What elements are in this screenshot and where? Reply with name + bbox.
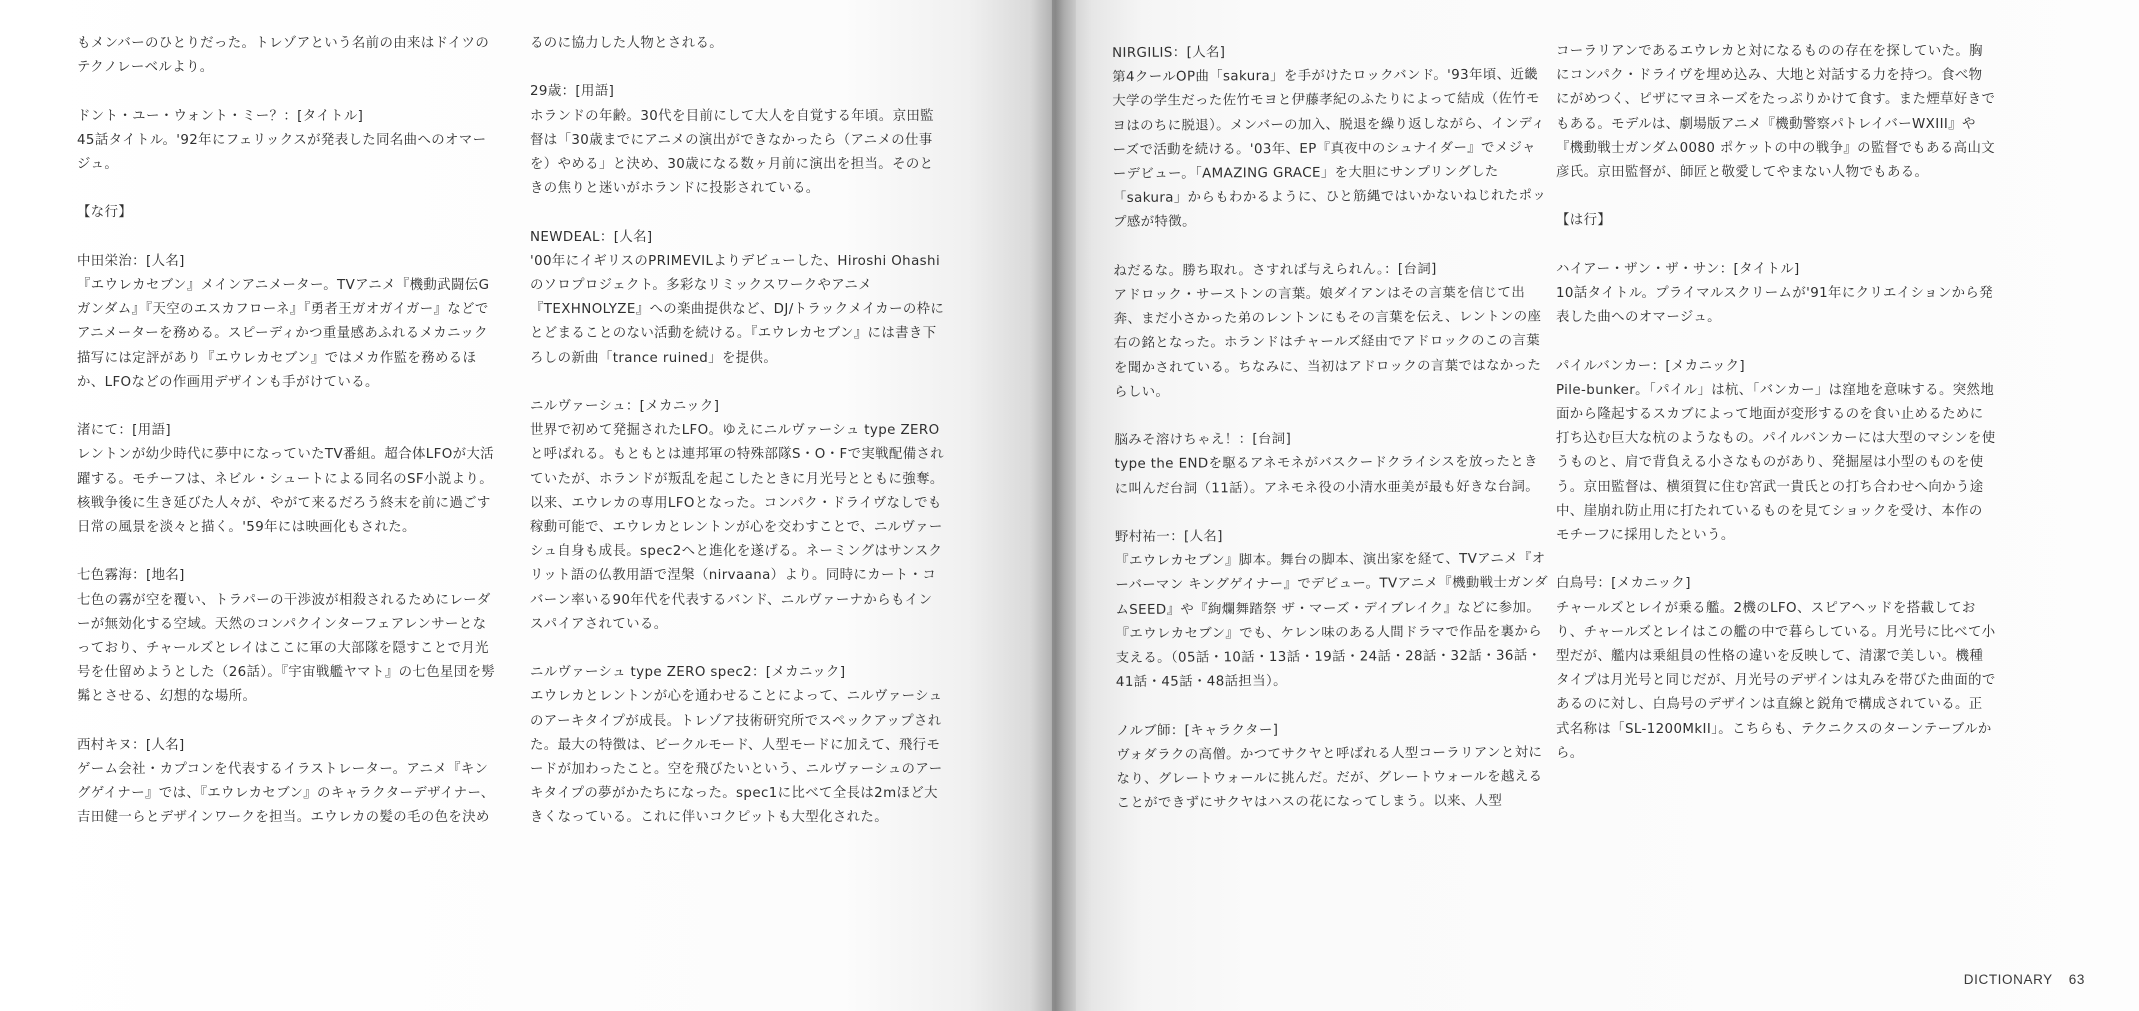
entry-heading: ハイアー・ザン・ザ・サン：[タイトル] [1556, 261, 1800, 277]
page-folio [1964, 972, 2085, 987]
entry-body: アドロック・サーストンの言葉。娘ダイアンはその言葉を信じて出奔、まだ小さかった弟のレントンにもその言葉を伝え、レントンの座右の銘となった。ホランドはチャールズ経由でアドロックのこの言葉を聞かされている。ちなみに、当初はアドロックの言葉ではなかったらしい。 [1113, 285, 1542, 400]
section-heading: 【は行】 [1556, 213, 1612, 229]
section-heading: 【な行】 [77, 205, 133, 221]
dictionary-entry [530, 226, 945, 371]
dictionary-entry [1114, 427, 1549, 502]
entry-heading: ドント・ユー・ウォント・ミー？：[タイトル] [77, 108, 364, 124]
dictionary-entry [530, 32, 945, 56]
text-column-1 [77, 32, 497, 855]
dictionary-entry [1113, 257, 1549, 405]
entry-body: type the ENDを駆るアネモネがバスクードクライシスを放ったときに叫んだ台詞（11話）。アネモネ役の小清水亜美が最も好きな台詞。 [1114, 454, 1540, 497]
entry-heading: ノルブ師：[キャラクター] [1116, 722, 1279, 739]
entry-body: コーラリアンであるエウレカと対になるものの存在を探していた。胸にコンパク・ドライヴを埋め込み、大地と対話する力を持つ。食べ物にがめつく、ピザにマヨネーズをたっぷりかけて食す。また煙草好きでもある。モデルは、劇場版アニメ『機動警察パトレイバーWXIII』や『機動戦士ガンダム0080 ポケットの中の戦争』の監督でもある高山文彦氏。京田監督が、師匠と敬愛してやまない人物でもある。 [1556, 44, 1996, 181]
entry-body: ゲーム会社・カプコンを代表するイラストレーター。アニメ『キングゲイナー』では、『エウレカセブン』のキャラクターデザイナー、吉田健一らとデザインワークを担当。エウレカの髪の毛の色を決め [77, 762, 495, 826]
page-number: 63 [2068, 972, 2085, 987]
entry-heading: 脳みそ溶けちゃえ！：[台詞] [1114, 432, 1292, 449]
entry-heading: 野村祐一：[人名] [1114, 529, 1223, 546]
entry-body: Pile-bunker。「パイル」は杭、「バンカー」は窪地を意味する。突然地面から隆起するスカブによって地面が変形するのを食い止めるために打ち込む巨大な杭のようなもの。パイルバンカーには大型のマシンを使うものと、肩で背負える小さなものがあり、発掘屋は小型のものを使う。京田監督は、横須賀に住む宮武一貴氏との打ち合わせへ向かう途中、崖崩れ防止用に打たれているものを見てショックを受け、本作のモチーフに採用したという。 [1556, 382, 1996, 544]
entry-body: ヴォダラクの高僧。かつてサクヤと呼ばれる人型コーラリアンと対になり、グレートウォールに挑んだ。だが、グレートウォールを越えることができずにサクヤはハスの花になってしまう。以来、人型 [1116, 745, 1543, 812]
dictionary-entry [77, 250, 497, 395]
running-footer-label: DICTIONARY [1963, 972, 2053, 987]
entry-body: もメンバーのひとりだった。トレゾアという名前の由来はドイツのテクノレーベルより。 [77, 36, 490, 76]
entry-heading: NEWDEAL：[人名] [530, 229, 653, 245]
entry-heading: ニルヴァーシュ type ZERO spec2：[メカニック] [530, 665, 846, 681]
dictionary-entry [530, 80, 945, 201]
text-column-2 [530, 32, 945, 855]
dictionary-entry [1556, 40, 1996, 185]
entry-heading: NIRGILIS：[人名] [1112, 45, 1226, 61]
entry-heading: パイルバンカー：[メカニック] [1556, 358, 1746, 374]
entry-body: 七色の霧が空を覆い、トラパーの干渉波が相殺されるためにレーダーが無効化する空域。天然のコンパクインターフェアレンサーとなっており、チャールズとレイはここに軍の大部隊を隠すことで月光号を仕留めようとした（26話）。『宇宙戦艦ヤマト』の七色星団を髣髴とさせる、幻想的な場所。 [77, 592, 496, 705]
entry-body: エウレカとレントンが心を通わせることによって、ニルヴァーシュのアーキタイプが成長。トレゾア技術研究所でスペックアップされた。最大の特徴は、ビークルモード、人型モードに加えて、飛行モードが加わったこと。空を飛びたいという、ニルヴァーシュのアーキタイプの夢がかたちになった。spec1に比べて全長は2mほど大きくなっている。これに伴いコクピットも大型化された。 [530, 689, 943, 826]
entry-heading: 中田栄治：[人名] [77, 253, 185, 269]
dictionary-entry [1115, 523, 1551, 695]
entry-body: 45話タイトル。'92年にフェリックスが発表した同名曲へのオマージュ。 [77, 132, 487, 172]
entry-body: '00年にイギリスのPRIMEVILよりデビューした、Hiroshi Ohashiのソロプロジェクト。多彩なリミックスワークやアニメ『TEXHNOLYZE』への楽曲提供など、DJ/トラックメイカーの枠にとどまることのない活動を続ける。『エウレカセブン』には書き下ろしの新曲「trance ruined」を提供。 [530, 253, 945, 366]
dictionary-entry [530, 395, 945, 637]
dictionary-entry [1112, 39, 1548, 235]
dictionary-entry [77, 734, 497, 831]
entry-heading: 白鳥号：[メカニック] [1556, 576, 1691, 592]
dictionary-entry [77, 419, 497, 540]
entry-body: チャールズとレイが乗る艦。2機のLFO、スピアヘッドを搭載しており、チャールズとレイはこの艦の中で暮らしている。月光号に比べて小型だが、艦内は乗組員の性格の違いを反映して、清潔で美しい。機種タイプは月光号と同じだが、月光号のデザインは丸みを帯びた曲面的であるのに対し、白鳥号のデザインは直線と鋭角で構成されている。正式名称は「SL-1200MkII」。こちらも、テクニクスのターンテーブルから。 [1556, 600, 1996, 761]
dictionary-entry [1556, 355, 1996, 549]
entry-body: ホランドの年齢。30代を目前にして大人を自覚する年頃。京田監督は「30歳までにアニメの演出ができなかったら（アニメの仕事を）やめる」と決め、30歳になる数ヶ月前に演出を担当。そのときの焦りと迷いがホランドに投影されている。 [530, 108, 934, 197]
entry-heading: 渚にて：[用語] [77, 423, 171, 439]
entry-body: るのに協力した人物とされる。 [530, 36, 724, 51]
entry-body: 世界で初めて発掘されたLFO。ゆえにニルヴァーシュ type ZEROと呼ばれる。もともとは連邦軍の特殊部隊S・O・Fで実戦配備されていたが、ホランドが叛乱を起こしたときに月光号とともに強奪。以来、エウレカの専用LFOとなった。コンパク・ドライヴなしでも稼動可能で、エウレカとレントンが心を交わすことで、ニルヴァーシュ自身も成長。spec2へと進化を遂げる。ネーミングはサンスクリット語の仏教用語で涅槃（nirvaana）より。同時にカート・コバーン率いる90年代を代表するバンド、ニルヴァーナからもインスパイアされている。 [530, 423, 945, 632]
dictionary-entry [530, 661, 945, 830]
entry-heading: ニルヴァーシュ：[メカニック] [530, 399, 720, 414]
text-column-3 [1112, 39, 1552, 840]
dictionary-entry [77, 32, 497, 80]
entry-body: 第4クールOP曲「sakura」を手がけたロックバンド。'93年頃、近畿大学の学生だった佐竹モヨと伊藤孝紀のふたりによって結成（佐竹モヨはのちに脱退）。メンバーの加入、脱退を繰り返しながら、インディーズで活動を続ける。'03年、EP『真夜中のシュナイダー』でメジャーデビュー。「AMAZING GRACE」を大胆にサンプリングした「sakura」からもわかるように、ひと筋縄ではいかないねじれたポップ感が特徴。 [1112, 67, 1547, 231]
entry-body: 10話タイトル。プライマルスクリームが'91年にクリエイションから発表した曲へのオマージュ。 [1556, 286, 1994, 326]
book-gutter [1030, 0, 1076, 1011]
dictionary-entry [1556, 572, 1996, 766]
entry-heading: 西村キヌ：[人名] [77, 737, 185, 753]
entry-heading: ねだるな。勝ち取れ。さすれば与えられん。：[台詞] [1113, 261, 1437, 279]
entry-body: レントンが幼少時代に夢中になっていたTV番組。超合体LFOが大活躍する。モチーフは、ネビル・シュートによる同名のSF小説より。核戦争後に生き延びた人々が、やがて来るだろう終末を前に過ごす日常の風景を淡々と描く。'59年には映画化もされた。 [77, 447, 495, 535]
entry-heading: 29歳：[用語] [530, 84, 615, 100]
dictionary-entry [77, 564, 497, 709]
dictionary-entry [1556, 258, 1996, 331]
entry-body: 『エウレカセブン』メインアニメーター。TVアニメ『機動武闘伝Gガンダム』『天空のエスカフローネ』『勇者王ガオガイガー』などでアニメーターを務める。スピーディかつ重量感あふれるメカニック描写には定評があり『エウレカセブン』ではメカ作監を務めるほか、LFOなどの作画用デザインも手がけている。 [77, 277, 490, 390]
entry-body: 『エウレカセブン』脚本。舞台の脚本、演出家を経て、TVアニメ『オーバーマン キングゲイナー』でデビュー。TVアニメ『機動戦士ガンダムSEED』や『絢爛舞踏祭 ザ・マーズ・デイブレイク』などに参加。『エウレカセブン』でも、ケレン味のある人間ドラマで作品を裏から支える。（05話・10話・13話・19話・24話・28話・32話・36話・41話・45話・48話担当）。 [1115, 551, 1549, 691]
dictionary-entry [1116, 717, 1552, 816]
text-column-4 [1556, 40, 1996, 790]
dictionary-entry [77, 105, 497, 178]
entry-heading: 七色霧海：[地名] [77, 568, 185, 584]
